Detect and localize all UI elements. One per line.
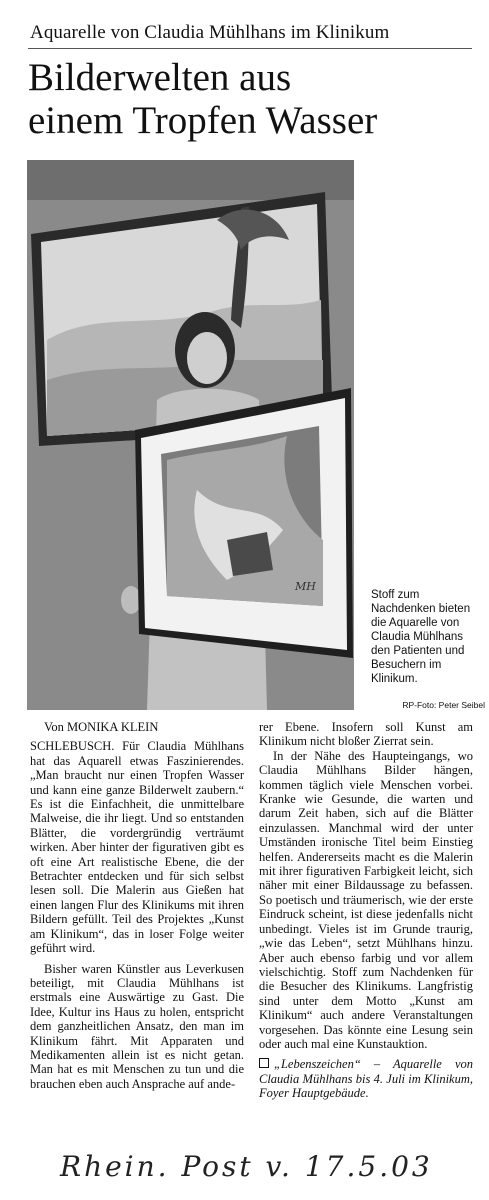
paragraph-1: SCHLEBUSCH. Für Claudia Mühlhans hat das Aquarell etwas Faszinierendes. „Man braucht nur einen Tropfen Wasser und kann eine ganze Bilderwelt zaubern.“ Es ist die Einfachheit, die unmittelbare Malweise, die ihr liegt. Und so entstanden Blätter, die vordergründig verträumt wirken. Aber hinter der figurativen gibt es oft eine Art realistische Ebene, die der Betrachter entdecken und für sich selbst lesen soll. Die Malerin aus Gießen hat einen langen Flur des Klinikums mit ihren Bildern gefüllt. Teil des Projektes „Kunst am Klinikum“, das in loser Folge weiter geführt wird. [30, 739, 244, 956]
paragraph-2-part-1: Bisher waren Künstler aus Leverkusen beteiligt, mit Claudia Mühlhans ist erstmals eine Auswärtige zu Gast. Die Idee, Kultur ins Haus zu holen, entspricht dem ganzheitlichen Ansatz, den man im Klinikum fährt. Mit Apparaten und Medikamenten allein ist es nicht getan. Man hat es mit Menschen zu tun und die brauchen eben auch Ansprache auf ande- [30, 961, 244, 1091]
held-painting [135, 388, 353, 658]
checkbox-icon [259, 1058, 269, 1068]
photo-caption: Stoff zum Nachdenken bieten die Aquarelle von Claudia Mühlhans den Patienten und Besuchern im Klinikum. [371, 589, 471, 685]
article-column-1 [30, 720, 244, 1091]
article-photo [27, 160, 354, 710]
byline: Von MONIKA KLEIN [44, 720, 159, 734]
article-kicker: Aquarelle von Claudia Mühlhans im Klinikum [30, 22, 390, 43]
photo-credit: RP-Foto: Peter Seibel [402, 700, 485, 710]
paragraph-3: In der Nähe des Haupteingangs, wo Claudia Mühlhans Bilder hängen, kommen täglich viele Menschen vorbei. Kranke wie Gesunde, die warten und darum Zeit haben, sich auf die Blätter einzulassen. Manchmal wird der unter Umständen ironische Titel beim Einstieg helfen. Andererseits macht es die Malerin mit ihrer figurativen Farbigkeit leicht, sich näher mit einer Bildaussage zu befassen. So poetisch und träumerisch, wie der erste Eindruck scheint, ist diese jedenfalls nicht unbedingt. Vieles ist im Grunde traurig, „wie das Leben“, setzt Mühlhans hinzu. Aber auch ebenso farbig und vor allem vielschichtig. Stoff zum Nachdenken für die Besucher des Klinikums. Langfristig sind unter dem Motto „Kunst am Klinikum“ auch andere Veranstaltungen vorgesehen. Das könnte eine Lesung sein oder auch mal eine Kunstauktion. [259, 748, 473, 1051]
exhibition-info [259, 1057, 473, 1100]
photo-illustration [27, 160, 354, 710]
article-headline [28, 56, 478, 142]
headline-line-2: einem Tropfen Wasser [28, 99, 378, 142]
article-column-2 [259, 720, 473, 1101]
paragraph-2-part-2: rer Ebene. Insofern soll Kunst am Klinikum nicht bloßer Zierrat sein. [259, 720, 473, 749]
handwritten-source-note: Rhein. Post v. 17.5.03 [60, 1150, 433, 1183]
painting-signature: MH [295, 580, 316, 593]
kicker-rule [28, 48, 472, 49]
exhibition-info-text: „Lebenszeichen“ – Aquarelle von Claudia Mühlhans bis 4. Juli im Klinikum, Foyer Hauptgebäude. [259, 1057, 473, 1101]
headline-line-1: Bilderwelten aus [28, 56, 292, 99]
